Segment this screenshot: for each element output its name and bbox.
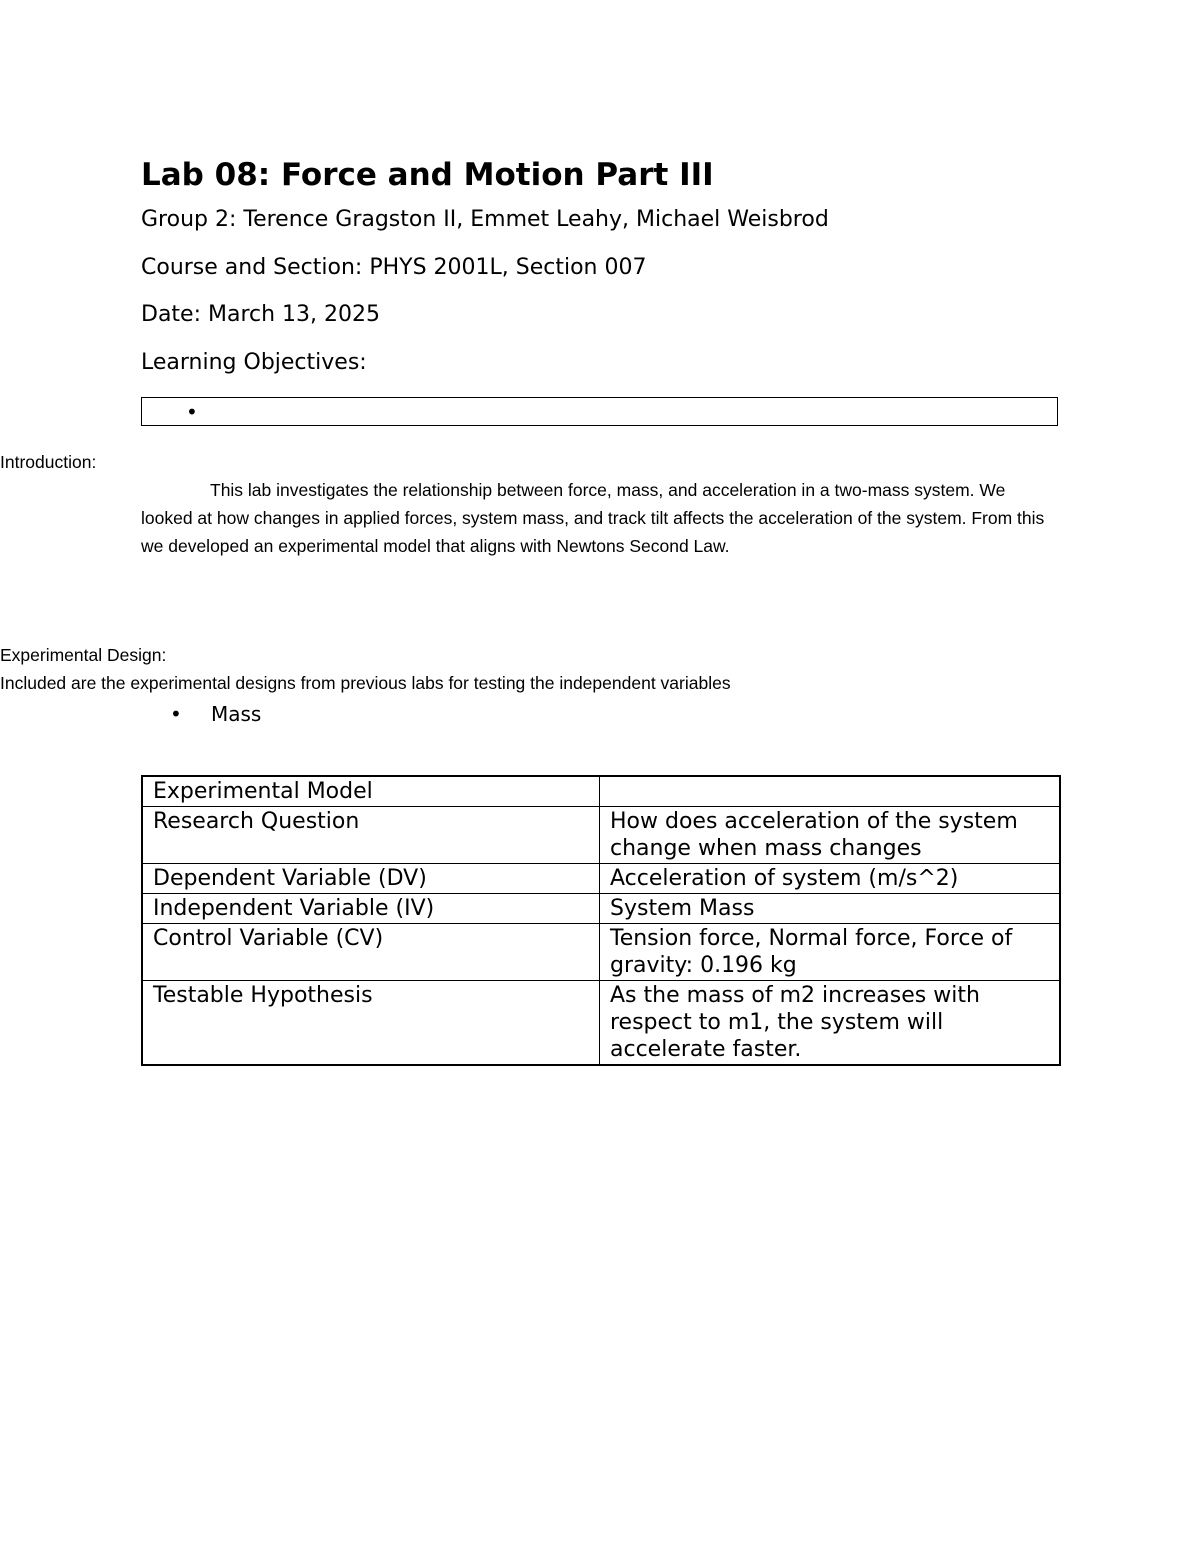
table-cell-value: Acceleration of system (m/s^2) <box>600 864 1061 894</box>
table-row <box>142 894 1060 924</box>
table-cell-value: System Mass <box>600 894 1061 924</box>
table-cell-value <box>600 776 1061 807</box>
document-date: Date: March 13, 2025 <box>141 302 381 327</box>
table-row <box>142 807 1060 864</box>
group-members: Group 2: Terence Gragston II, Emmet Leahy, Michael Weisbrod <box>141 207 829 232</box>
table-cell-value: How does acceleration of the system change when mass changes <box>600 807 1061 864</box>
experimental-design-description: Included are the experimental designs from previous labs for testing the independent variables <box>0 673 731 693</box>
table-cell-label: Experimental Model <box>142 776 600 807</box>
table-cell-label: Testable Hypothesis <box>142 981 600 1066</box>
introduction-heading: Introduction: <box>0 452 97 472</box>
learning-objectives-heading: Learning Objectives: <box>141 350 367 375</box>
table-row <box>142 776 1060 807</box>
table-cell-label: Control Variable (CV) <box>142 924 600 981</box>
document-title: Lab 08: Force and Motion Part III <box>141 157 714 193</box>
table-row <box>142 864 1060 894</box>
table-cell-label: Independent Variable (IV) <box>142 894 600 924</box>
list-item-label: Mass <box>211 702 262 726</box>
introduction-paragraph: This lab investigates the relationship between force, mass, and acceleration in a two-mass system. We looked at how changes in applied forces, system mass, and track tilt affects the acceleration of the system. From this we developed an experimental model that aligns with Newtons Second Law. <box>141 480 1045 556</box>
table-cell-value: Tension force, Normal force, Force of gravity: 0.196 kg <box>600 924 1061 981</box>
table-cell-value: As the mass of m2 increases with respect to m1, the system will accelerate faster. <box>600 981 1061 1066</box>
table-cell-label: Research Question <box>142 807 600 864</box>
bullet-icon: • <box>170 702 182 726</box>
list-item <box>170 700 261 728</box>
bullet-icon: • <box>186 400 198 424</box>
table-cell-label: Dependent Variable (DV) <box>142 864 600 894</box>
table-row <box>142 924 1060 981</box>
experimental-model-table <box>141 775 1061 1066</box>
experimental-design-heading: Experimental Design: <box>0 645 167 665</box>
course-section: Course and Section: PHYS 2001L, Section 007 <box>141 255 647 280</box>
table-row <box>142 981 1060 1066</box>
learning-objectives-box <box>141 397 1058 426</box>
